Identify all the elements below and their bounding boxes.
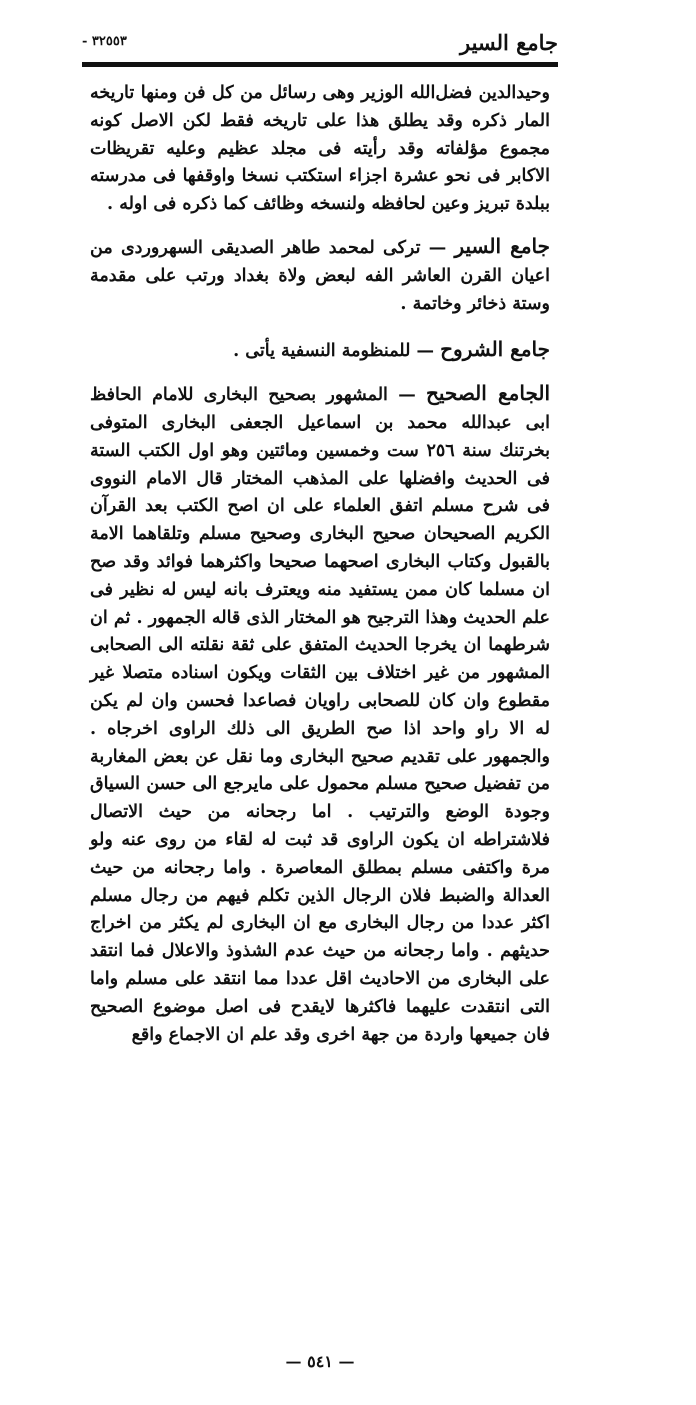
page-body — [90, 80, 550, 1049]
page-number: — ٥٤١ — — [285, 1352, 355, 1371]
paragraph-text: وحيدالدين فضل‌الله الوزير وهى رسائل من كل فن ومنها تاريخه المار ذكره وقد يطلق هذا على تاريخه فقط لكن الاصل كونه مجموع مؤلفاته وقد رأيته فى مجلد عظيم وعليه تقريظات الاكابر فى نحو عشرة اجزاء استكتب نسخا واوقفها فى مدرسته ببلدة تبريز وعين لحافظه ولنسخه وظائف كما ذكره فى اوله . — [90, 83, 550, 215]
entry-text: — للمنظومة النسفية يأتى . — [233, 341, 441, 362]
entry-jami-al-shuruh — [90, 336, 550, 366]
entry-text: — المشهور بصحيح البخارى للامام الحافظ ابى عبدالله محمد بن اسماعيل الجعفى البخارى المتوفى بخرتنك سنة ٢٥٦ ست وخمسين ومائتين وهو اول الكتب الستة فى الحديث وافضلها على المذهب المختار قال الامام النووى فى شرح مسلم اتفق العلماء على ان اصح الكتب بعد القرآن الكريم الصحيحان صحيح البخارى وصحيح مسلم وتلقاهما الامة بالقبول وكتاب البخارى اصحهما صحيحا واكثرهما فوائد وقد صح ان مسلما كان ممن يستفيد منه ويعترف بانه ليس له نظير فى علم الحديث وهذا الترجيح هو المختار الذى قاله الجمهور . ثم ان شرطهما ان يخرجا الحديث المتفق على ثقة نقلته الى الصحابى المشهور من غير اختلاف بين الثقات ويكون اسناده متصلا غير مقطوع وان كان للصحابى راويان فصاعدا فحسن وان لم يكن له الا راو واحد اذا صح الطريق الى ذلك الراوى اخرجاه . والجمهور على تقديم صحيح البخارى وما نقل عن بعض المغاربة من تفضيل صحيح مسلم محمول على مايرجع الى حسن السياق وجودة الوضع والترتيب . اما رجحانه من حيث الاتصال فلاشتراطه ان يكون الراوى قد ثبت له لقاء من روى عنه ولو مرة واكتفى مسلم بمطلق المعاصرة . واما رجحانه من حيث العدالة والضبط فلان الرجال الذين تكلم فيهم من رجال مسلم اكثر عددا من رجال البخارى مع ان البخارى لم يكثر من اخراج حديثهم . واما رجحانه من حيث عدم الشذوذ والاعلال فما انتقد على البخارى من الاحاديث اقل عددا مما انتقد على مسلم واما التى انتقدت عليهما فاكثرها لايقدح فى اصل موضوع الصحيح فان جميعها واردة من جهة اخرى وقد علم ان الاجماع واقع — [90, 385, 551, 1045]
entry-headword: الجامع الصحيح — [425, 381, 551, 406]
paragraph-continuation — [90, 80, 550, 219]
page-reference: - ٣٢٥٥٣ — [82, 34, 127, 49]
entry-jami-al-siyar — [90, 233, 550, 318]
entry-headword: جامع السير — [454, 233, 550, 258]
header-rule — [82, 62, 558, 67]
entry-al-jami-al-sahih — [90, 380, 550, 1049]
entry-text: — تركى لمحمد طاهر الصديقى السهروردى من اعيان القرن العاشر الفه لبعض ولاة بغداد ورتب على مقدمة وستة ذخائر وخاتمة . — [90, 237, 550, 314]
running-head: جامع السير — [459, 30, 558, 55]
page-header — [82, 28, 558, 62]
entry-headword: جامع الشروح — [440, 337, 550, 362]
